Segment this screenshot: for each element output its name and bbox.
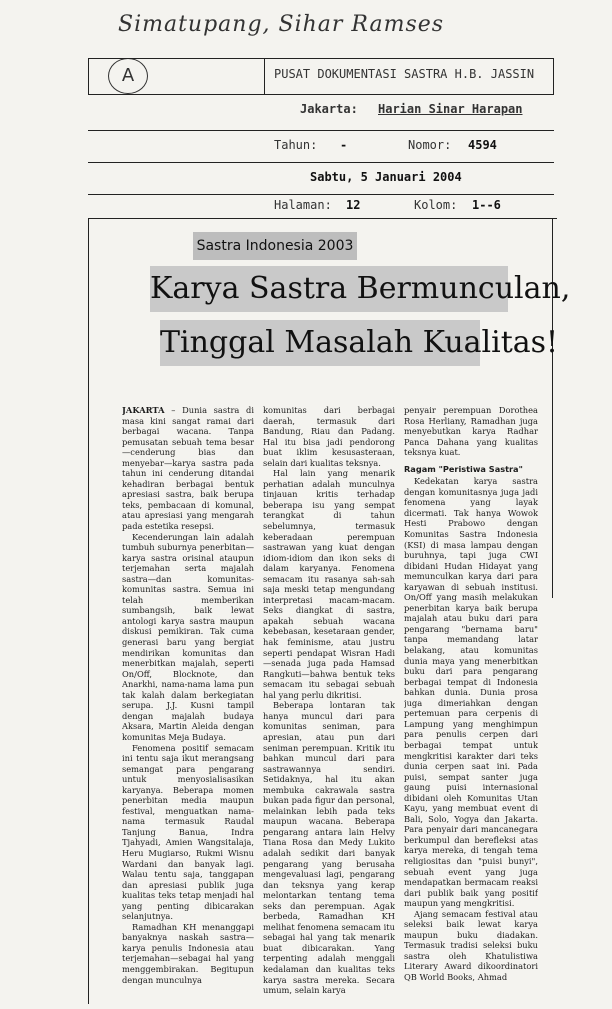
paragraph: Fenomena positif semacam ini tentu saja ikut merangsang semangat para pengarang untuk menyosialisasikan karyanya. Beberapa momen penerbitan media maupun festival, menguatkan nama-nama termasuk Raudal Tanjung Banua, Indra Tjahyadi, Amien Wangsitalaja, Heru Mugiarso, Rukmi Wisnu Wardani dan banyak lagi. Walau tentu saja, tanggapan dan apresiasi publik juga kualitas teks tetap menjadi hal yang penting dibicarakan selanjutnya. xyxy=(122,742,254,922)
handwritten-author-note: Simatupang, Sihar Ramses xyxy=(118,12,445,37)
paragraph: Ajang semacam festival atau seleksi baik lewat karya maupun buku diadakan. Termasuk tradisi seleksi buku sastra oleh Khatulistiwa Literary Award dikoordinatori QB World Books, Ahmad xyxy=(404,908,538,982)
paragraph: Hal lain yang menarik perhatian adalah munculnya tinjauan kritis terhadap beberapa isu yang sempat terangkat di tahun sebelumnya, termasuk keberadaan perempuan sastrawan yang kuat dengan idiom-idiom dan ikon seks di dalam karyanya. Fenomena semacam itu rasanya sah-sah saja meski tetap mengundang interpretasi macam-macam. Seks diangkat di sastra, apakah sebuah wacana kebebasan, kesetaraan gender, hak feminisme, atau justru seperti pendapat Wisran Hadi—senada juga pada Hamsad Rangkuti—bahwa bentuk teks semacam itu sebagai sebuah hal yang perlu dikritisi. xyxy=(263,468,395,700)
article-column-1 xyxy=(122,405,254,995)
stamp-newspaper: Harian Sinar Harapan xyxy=(378,102,523,116)
paragraph: Ramadhan KH menanggapi banyaknya naskah sastra—karya penulis Indonesia atau terjemahan—sebagai hal yang menggembirakan. Begitupun dengan munculnya xyxy=(122,921,254,985)
paragraph: – Dunia sastra di masa kini sangat ramai dari berbagai wacana. Tanpa pemusatan sebuah tema besar—cenderung bias dan menyebar—karya sastra pada tahun ini cenderung ditandai kehadiran berbagai bentuk apresiasi sastra, baik berupa teks, pembacaan di komunal, atau apresiasi yang mengarah pada estetika resepsi. xyxy=(122,405,254,532)
stamp-kolom-label: Kolom: xyxy=(414,198,458,212)
stamp-tahun-value: - xyxy=(340,138,348,152)
headline-line-1: Karya Sastra Bermunculan, xyxy=(150,266,508,312)
stamp-halaman-value: 12 xyxy=(346,198,361,212)
paragraph: Kedekatan karya sastra dengan komunitasnya juga jadi fenomena yang layak dicermati. Tak hanya Wowok Hesti Prabowo dengan Komunitas Sastra Indonesia (KSI) di masa lampau dengan buruhnya, tapi juga CWI dibidani Hudan Hidayat yang memunculkan karya dari para karyawan di sebuah institusi. On/Off yang masih melakukan penerbitan karya baik berupa majalah atau buku dari para pengarang "bernama baru" tanpa memandang latar belakang, atau komunitas dunia maya yang menerbitkan buku dari para pengarang berbagai tempat di Indonesia bahkan dunia. Dunia prosa juga dimeriahkan dengan pertemuan para cerpenis di Lampung yang menghimpun para penulis cerpen dari berbagai tempat untuk mengkritisi karakter dari teks dunia cerpen saat ini. Pada puisi, sempat santer juga gaung puisi internasional dibidani oleh Komunitas Utan Kayu, yang membuat event di Bali, Solo, Yogya dan Jakarta. Para penyair dari mancanegara berkumpul dan berefleksi atas karya mereka, di tengah tema religiositas dan "puisi bunyi", sebuah event yang juga mendapatkan bermacam reaksi dari publik baik yang positif maupun yang mengkritisi. xyxy=(404,476,538,909)
stamp-letter-circle: A xyxy=(108,58,148,94)
paragraph: penyair perempuan Dorothea Rosa Herliany, Ramadhan juga menyebutkan karya Radhar Panca Dahana yang kualitas teksnya kuat. xyxy=(404,405,538,458)
dateline: JAKARTA xyxy=(122,405,165,415)
stamp-date: Sabtu, 5 Januari 2004 xyxy=(310,170,462,184)
paragraph: komunitas dari berbagai daerah, termasuk dari Bandung, Riau dan Padang. Hal itu bisa jadi pendorong buat iklim kesusasteraan, selain dari kualitas teksnya. xyxy=(263,405,395,468)
stamp-kolom-value: 1--6 xyxy=(472,198,501,212)
paragraph: Beberapa lontaran tak hanya muncul dari para komunitas seniman, para apresian, atau pun dari seniman perempuan. Kritik itu bahkan muncul dari para sastrawannya sendiri. Setidaknya, hal itu akan membuka cakrawala sastra bukan pada figur dan personal, melainkan lebih pada teks maupun wacana. Beberapa pengarang antara lain Helvy Tiana Rosa dan Medy Lukito adalah sedikit dari banyak pengarang yang berusaha mengevaluasi lagi, pengarang dan teksnya yang kerap melontarkan tentang tema seks dan perempuan. Agak berbeda, Ramadhan KH melihat fenomena semacam itu sebagai hal yang tak menarik buat dibicarakan. Yang terpenting adalah menggali kedalaman dan kualitas teks karya sastra mereka. Secara umum, selain karya xyxy=(263,700,395,995)
article-column-3 xyxy=(404,405,538,995)
stamp-nomor-label: Nomor: xyxy=(408,138,452,152)
stamp-halaman-label: Halaman: xyxy=(274,198,332,212)
stamp-city: Jakarta: xyxy=(300,102,358,116)
documentation-stamp xyxy=(88,58,554,218)
article-kicker: Sastra Indonesia 2003 xyxy=(193,232,357,260)
stamp-institution: PUSAT DOKUMENTASI SASTRA H.B. JASSIN xyxy=(274,67,535,81)
article-subhead: Ragam "Peristiwa Sastra" xyxy=(404,463,523,474)
article-body xyxy=(122,405,552,995)
headline-line-2: Tinggal Masalah Kualitas! xyxy=(160,320,480,366)
stamp-tahun-label: Tahun: xyxy=(274,138,318,152)
paragraph: Kecenderungan lain adalah tumbuh suburnya penerbitan—karya sastra orisinal ataupun terjemahan serta majalah sastra—dan komunitas-komunitas sastra. Semua ini telah memberikan sumbangsih, baik lewat antologi karya sastra maupun diskusi pemikiran. Tak cuma generasi baru yang bergiat mendirikan komunitas dan menerbitkan majalah, seperti On/Off, Blocknote, dan Anarkhi, nama-nama lama pun tak kalah dalam berkegiatan serupa. J.J. Kusni tampil dengan majalah budaya Aksara, Martin Aleida dengan komunitas Meja Budaya. xyxy=(122,531,254,742)
stamp-nomor-value: 4594 xyxy=(468,138,497,152)
article-column-2 xyxy=(263,405,395,995)
